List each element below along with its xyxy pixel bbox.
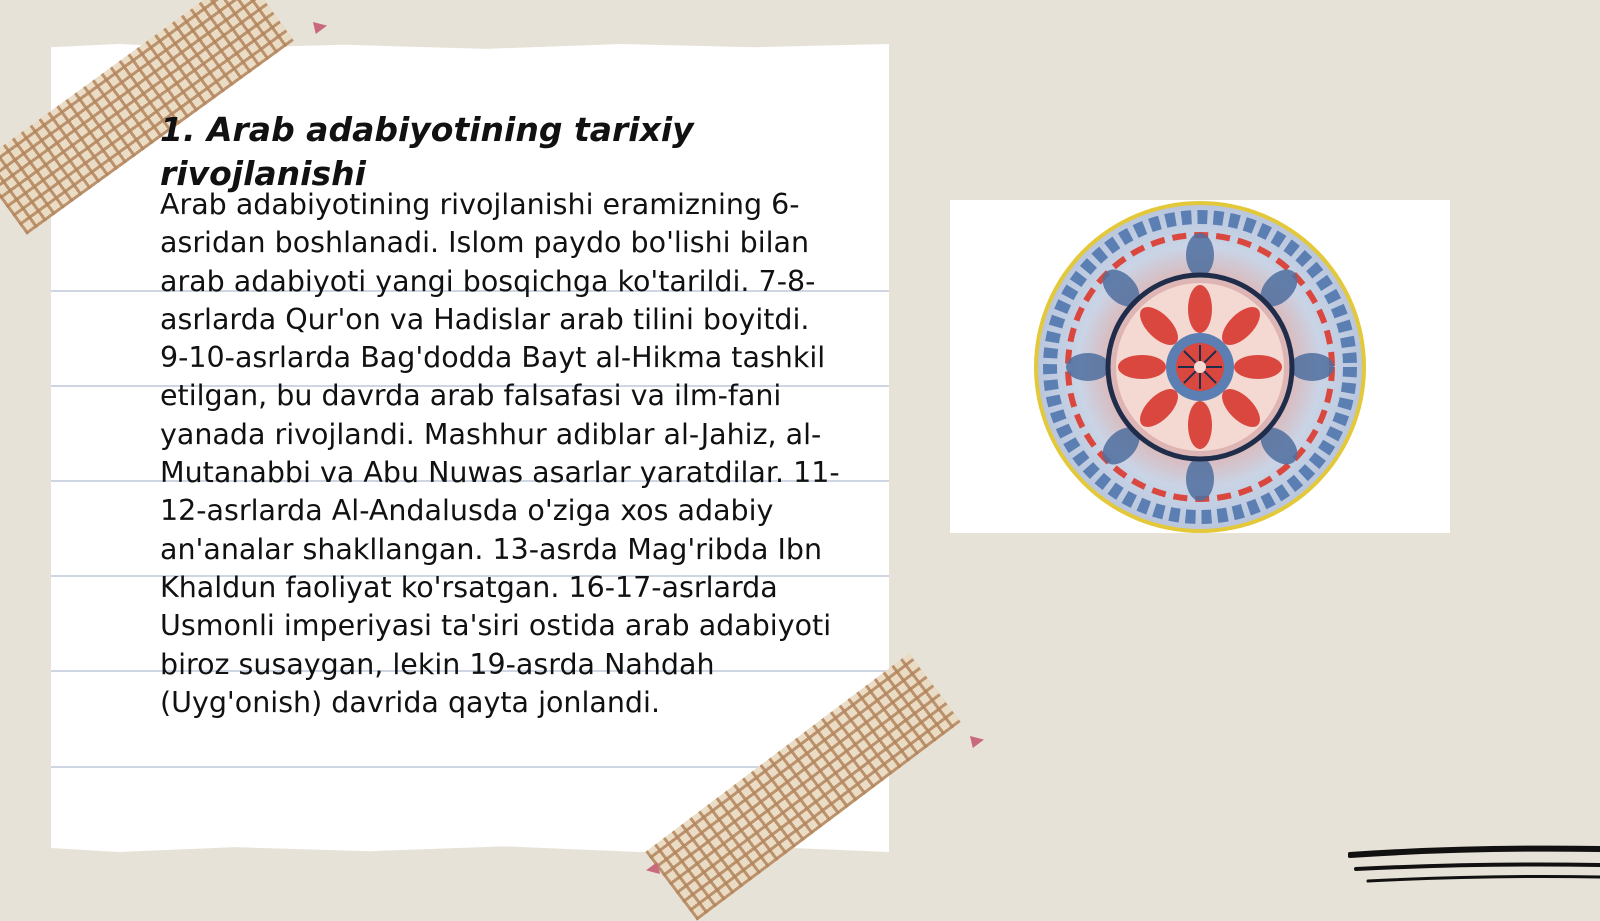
- tape-tip-icon: [970, 736, 984, 748]
- decorative-plate-image: [950, 200, 1450, 533]
- brush-strokes-icon: [1348, 843, 1600, 893]
- slide-title: 1. Arab adabiyotining tarixiy rivojlanishi: [160, 110, 694, 193]
- tape-tip-icon: [313, 22, 327, 34]
- plate-image-frame: [950, 200, 1450, 533]
- slide-body-text: Arab adabiyotining rivojlanishi eramizning 6-asridan boshlanadi. Islom paydo bo'lishi bilan arab adabiyoti yangi bosqichga ko'tarildi. 7-8-asrlarda Qur'on va Hadislar arab tilini boyitdi. 9-10-asrlarda Bag'dodda Bayt al-Hikma tashkil etilgan, bu davrda arab falsafasi va ilm-fani yanada rivojlandi. Mashhur adiblar al-Jahiz, al-Mutanabbi va Abu Nuwas asarlar yaratdilar. 11-12-asrlarda Al-Andalusda o'ziga xos adabiy an'analar shakllangan. 13-asrda Mag'ribda Ibn Khaldun faoliyat ko'rsatgan. 16-17-asrlarda Usmonli imperiyasi ta'siri ostida arab adabiyoti biroz susaygan, lekin 19-asrda Nahdah (Uyg'onish) davrida qayta jonlandi.: [160, 188, 840, 719]
